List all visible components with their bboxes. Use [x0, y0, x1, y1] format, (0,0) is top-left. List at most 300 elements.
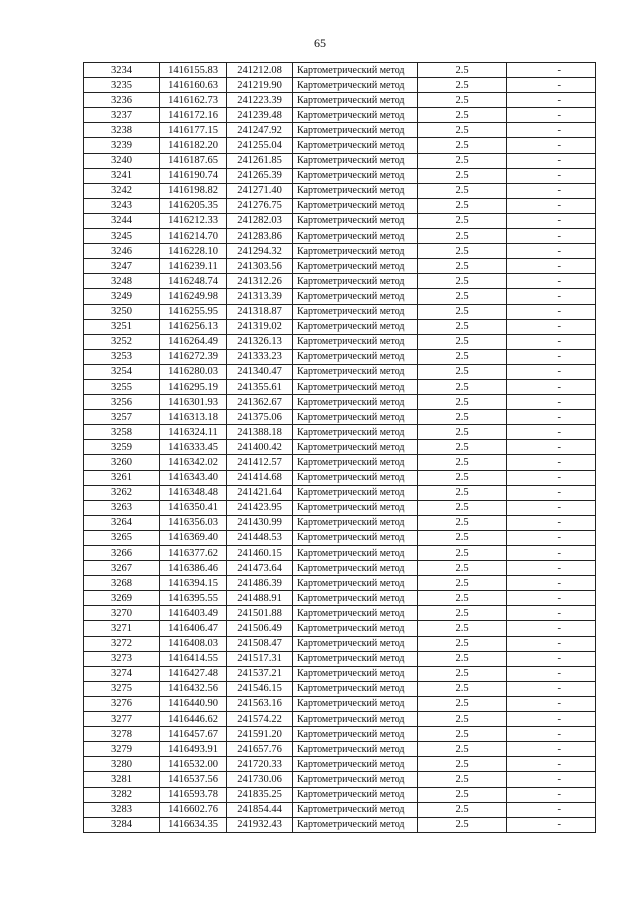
- table-row: [84, 440, 596, 455]
- coordinate-y-cell: 241546.15: [227, 681, 293, 696]
- point-number-cell: 3270: [84, 606, 160, 621]
- coordinate-y-cell: 241333.23: [227, 349, 293, 364]
- method-cell: Картометрический метод: [293, 772, 418, 787]
- accuracy-cell: 2.5: [418, 772, 507, 787]
- description-cell: -: [507, 727, 596, 742]
- accuracy-cell: 2.5: [418, 500, 507, 515]
- description-cell: -: [507, 183, 596, 198]
- method-cell: Картометрический метод: [293, 138, 418, 153]
- accuracy-cell: 2.5: [418, 817, 507, 832]
- description-cell: -: [507, 440, 596, 455]
- method-cell: Картометрический метод: [293, 561, 418, 576]
- method-cell: Картометрический метод: [293, 546, 418, 561]
- description-cell: -: [507, 696, 596, 711]
- coordinate-y-cell: 241247.92: [227, 123, 293, 138]
- accuracy-cell: 2.5: [418, 78, 507, 93]
- point-number-cell: 3275: [84, 681, 160, 696]
- method-cell: Картометрический метод: [293, 108, 418, 123]
- accuracy-cell: 2.5: [418, 591, 507, 606]
- description-cell: -: [507, 787, 596, 802]
- point-number-cell: 3279: [84, 742, 160, 757]
- description-cell: -: [507, 636, 596, 651]
- table-row: [84, 334, 596, 349]
- accuracy-cell: 2.5: [418, 213, 507, 228]
- coordinate-y-cell: 241318.87: [227, 304, 293, 319]
- description-cell: -: [507, 561, 596, 576]
- coordinate-x-cell: 1416386.46: [160, 561, 227, 576]
- accuracy-cell: 2.5: [418, 470, 507, 485]
- page-number: 65: [314, 36, 326, 50]
- table-row: [84, 530, 596, 545]
- coordinate-y-cell: 241412.57: [227, 455, 293, 470]
- description-cell: -: [507, 802, 596, 817]
- point-number-cell: 3283: [84, 802, 160, 817]
- description-cell: -: [507, 606, 596, 621]
- point-number-cell: 3280: [84, 757, 160, 772]
- method-cell: Картометрический метод: [293, 425, 418, 440]
- coordinate-x-cell: 1416446.62: [160, 712, 227, 727]
- coordinate-x-cell: 1416493.91: [160, 742, 227, 757]
- coordinate-y-cell: 241506.49: [227, 621, 293, 636]
- method-cell: Картометрический метод: [293, 410, 418, 425]
- accuracy-cell: 2.5: [418, 259, 507, 274]
- description-cell: -: [507, 289, 596, 304]
- point-number-cell: 3235: [84, 78, 160, 93]
- method-cell: Картометрический метод: [293, 168, 418, 183]
- method-cell: Картометрический метод: [293, 274, 418, 289]
- method-cell: Картометрический метод: [293, 440, 418, 455]
- method-cell: Картометрический метод: [293, 515, 418, 530]
- coordinate-x-cell: 1416272.39: [160, 349, 227, 364]
- coordinate-x-cell: 1416427.48: [160, 666, 227, 681]
- coordinate-x-cell: 1416214.70: [160, 229, 227, 244]
- coordinate-y-cell: 241932.43: [227, 817, 293, 832]
- accuracy-cell: 2.5: [418, 530, 507, 545]
- coordinate-y-cell: 241730.06: [227, 772, 293, 787]
- method-cell: Картометрический метод: [293, 395, 418, 410]
- table-row: [84, 485, 596, 500]
- accuracy-cell: 2.5: [418, 410, 507, 425]
- point-number-cell: 3278: [84, 727, 160, 742]
- table-row: [84, 93, 596, 108]
- accuracy-cell: 2.5: [418, 319, 507, 334]
- method-cell: Картометрический метод: [293, 666, 418, 681]
- coordinate-x-cell: 1416369.40: [160, 530, 227, 545]
- coordinate-x-cell: 1416160.63: [160, 78, 227, 93]
- accuracy-cell: 2.5: [418, 168, 507, 183]
- table-row: [84, 546, 596, 561]
- point-number-cell: 3271: [84, 621, 160, 636]
- method-cell: Картометрический метод: [293, 244, 418, 259]
- point-number-cell: 3265: [84, 530, 160, 545]
- method-cell: Картометрический метод: [293, 817, 418, 832]
- coordinate-x-cell: 1416295.19: [160, 379, 227, 394]
- accuracy-cell: 2.5: [418, 138, 507, 153]
- coordinate-x-cell: 1416212.33: [160, 213, 227, 228]
- description-cell: -: [507, 712, 596, 727]
- point-number-cell: 3240: [84, 153, 160, 168]
- table-row: [84, 666, 596, 681]
- coordinate-x-cell: 1416239.11: [160, 259, 227, 274]
- method-cell: Картометрический метод: [293, 485, 418, 500]
- accuracy-cell: 2.5: [418, 153, 507, 168]
- table-row: [84, 304, 596, 319]
- coordinate-x-cell: 1416256.13: [160, 319, 227, 334]
- accuracy-cell: 2.5: [418, 621, 507, 636]
- coordinate-y-cell: 241591.20: [227, 727, 293, 742]
- coordinate-y-cell: 241326.13: [227, 334, 293, 349]
- point-number-cell: 3266: [84, 546, 160, 561]
- table-row: [84, 319, 596, 334]
- method-cell: Картометрический метод: [293, 213, 418, 228]
- accuracy-cell: 2.5: [418, 515, 507, 530]
- table-row: [84, 395, 596, 410]
- method-cell: Картометрический метод: [293, 591, 418, 606]
- coordinate-x-cell: 1416342.02: [160, 455, 227, 470]
- accuracy-cell: 2.5: [418, 455, 507, 470]
- accuracy-cell: 2.5: [418, 93, 507, 108]
- method-cell: Картометрический метод: [293, 455, 418, 470]
- coordinate-x-cell: 1416432.56: [160, 681, 227, 696]
- method-cell: Картометрический метод: [293, 304, 418, 319]
- method-cell: Картометрический метод: [293, 621, 418, 636]
- coordinate-y-cell: 241388.18: [227, 425, 293, 440]
- coordinate-x-cell: 1416187.65: [160, 153, 227, 168]
- coordinate-y-cell: 241282.03: [227, 213, 293, 228]
- description-cell: -: [507, 500, 596, 515]
- description-cell: -: [507, 319, 596, 334]
- method-cell: Картометрический метод: [293, 681, 418, 696]
- method-cell: Картометрический метод: [293, 334, 418, 349]
- coordinate-x-cell: 1416593.78: [160, 787, 227, 802]
- description-cell: -: [507, 666, 596, 681]
- coordinates-table: [83, 62, 596, 833]
- table-row: [84, 576, 596, 591]
- description-cell: -: [507, 546, 596, 561]
- coordinate-x-cell: 1416280.03: [160, 364, 227, 379]
- table-row: [84, 379, 596, 394]
- table-row: [84, 198, 596, 213]
- method-cell: Картометрический метод: [293, 289, 418, 304]
- description-cell: -: [507, 93, 596, 108]
- coordinate-y-cell: 241508.47: [227, 636, 293, 651]
- coordinate-y-cell: 241276.75: [227, 198, 293, 213]
- accuracy-cell: 2.5: [418, 742, 507, 757]
- coordinate-y-cell: 241219.90: [227, 78, 293, 93]
- description-cell: -: [507, 515, 596, 530]
- point-number-cell: 3284: [84, 817, 160, 832]
- table-row: [84, 410, 596, 425]
- table-row: [84, 470, 596, 485]
- coordinate-x-cell: 1416403.49: [160, 606, 227, 621]
- point-number-cell: 3252: [84, 334, 160, 349]
- description-cell: -: [507, 485, 596, 500]
- table-row: [84, 425, 596, 440]
- table-row: [84, 63, 596, 78]
- coordinate-y-cell: 241303.56: [227, 259, 293, 274]
- method-cell: Картометрический метод: [293, 651, 418, 666]
- description-cell: -: [507, 229, 596, 244]
- table-row: [84, 742, 596, 757]
- coordinate-x-cell: 1416350.41: [160, 500, 227, 515]
- point-number-cell: 3243: [84, 198, 160, 213]
- description-cell: -: [507, 772, 596, 787]
- point-number-cell: 3246: [84, 244, 160, 259]
- point-number-cell: 3248: [84, 274, 160, 289]
- method-cell: Картометрический метод: [293, 93, 418, 108]
- accuracy-cell: 2.5: [418, 108, 507, 123]
- point-number-cell: 3263: [84, 500, 160, 515]
- accuracy-cell: 2.5: [418, 395, 507, 410]
- coordinate-x-cell: 1416377.62: [160, 546, 227, 561]
- table-row: [84, 244, 596, 259]
- method-cell: Картометрический метод: [293, 63, 418, 78]
- coordinate-x-cell: 1416406.47: [160, 621, 227, 636]
- description-cell: -: [507, 364, 596, 379]
- table-row: [84, 591, 596, 606]
- point-number-cell: 3250: [84, 304, 160, 319]
- accuracy-cell: 2.5: [418, 546, 507, 561]
- description-cell: -: [507, 576, 596, 591]
- coordinate-x-cell: 1416264.49: [160, 334, 227, 349]
- method-cell: Картометрический метод: [293, 319, 418, 334]
- description-cell: -: [507, 379, 596, 394]
- coordinate-y-cell: 241657.76: [227, 742, 293, 757]
- table-row: [84, 621, 596, 636]
- accuracy-cell: 2.5: [418, 304, 507, 319]
- description-cell: -: [507, 349, 596, 364]
- description-cell: -: [507, 153, 596, 168]
- point-number-cell: 3257: [84, 410, 160, 425]
- coordinate-x-cell: 1416198.82: [160, 183, 227, 198]
- point-number-cell: 3253: [84, 349, 160, 364]
- method-cell: Картометрический метод: [293, 712, 418, 727]
- accuracy-cell: 2.5: [418, 561, 507, 576]
- method-cell: Картометрический метод: [293, 470, 418, 485]
- table-row: [84, 274, 596, 289]
- coordinate-x-cell: 1416301.93: [160, 395, 227, 410]
- method-cell: Картометрический метод: [293, 757, 418, 772]
- coordinate-x-cell: 1416532.00: [160, 757, 227, 772]
- table-row: [84, 802, 596, 817]
- accuracy-cell: 2.5: [418, 696, 507, 711]
- coordinate-y-cell: 241563.16: [227, 696, 293, 711]
- coordinate-y-cell: 241313.39: [227, 289, 293, 304]
- description-cell: -: [507, 530, 596, 545]
- coordinate-x-cell: 1416155.83: [160, 63, 227, 78]
- coordinate-y-cell: 241537.21: [227, 666, 293, 681]
- table-row: [84, 772, 596, 787]
- accuracy-cell: 2.5: [418, 289, 507, 304]
- coordinate-y-cell: 241473.64: [227, 561, 293, 576]
- accuracy-cell: 2.5: [418, 183, 507, 198]
- table-row: [84, 712, 596, 727]
- point-number-cell: 3264: [84, 515, 160, 530]
- coordinate-y-cell: 241835.25: [227, 787, 293, 802]
- coordinate-x-cell: 1416414.55: [160, 651, 227, 666]
- method-cell: Картометрический метод: [293, 349, 418, 364]
- point-number-cell: 3274: [84, 666, 160, 681]
- table-row: [84, 636, 596, 651]
- point-number-cell: 3260: [84, 455, 160, 470]
- table-row: [84, 289, 596, 304]
- accuracy-cell: 2.5: [418, 666, 507, 681]
- description-cell: -: [507, 304, 596, 319]
- table-row: [84, 757, 596, 772]
- accuracy-cell: 2.5: [418, 606, 507, 621]
- accuracy-cell: 2.5: [418, 425, 507, 440]
- description-cell: -: [507, 198, 596, 213]
- description-cell: -: [507, 168, 596, 183]
- accuracy-cell: 2.5: [418, 802, 507, 817]
- coordinate-x-cell: 1416205.35: [160, 198, 227, 213]
- table-row: [84, 349, 596, 364]
- point-number-cell: 3262: [84, 485, 160, 500]
- coordinate-x-cell: 1416249.98: [160, 289, 227, 304]
- description-cell: -: [507, 425, 596, 440]
- coordinate-y-cell: 241501.88: [227, 606, 293, 621]
- table-row: [84, 606, 596, 621]
- point-number-cell: 3251: [84, 319, 160, 334]
- table-row: [84, 168, 596, 183]
- point-number-cell: 3273: [84, 651, 160, 666]
- coordinate-y-cell: 241212.08: [227, 63, 293, 78]
- accuracy-cell: 2.5: [418, 712, 507, 727]
- description-cell: -: [507, 274, 596, 289]
- table-row: [84, 455, 596, 470]
- table-row: [84, 364, 596, 379]
- table-row: [84, 696, 596, 711]
- description-cell: -: [507, 138, 596, 153]
- point-number-cell: 3276: [84, 696, 160, 711]
- table-row: [84, 138, 596, 153]
- description-cell: -: [507, 651, 596, 666]
- accuracy-cell: 2.5: [418, 349, 507, 364]
- table-row: [84, 123, 596, 138]
- coordinate-x-cell: 1416394.15: [160, 576, 227, 591]
- method-cell: Картометрический метод: [293, 379, 418, 394]
- accuracy-cell: 2.5: [418, 576, 507, 591]
- method-cell: Картометрический метод: [293, 153, 418, 168]
- coordinate-y-cell: 241355.61: [227, 379, 293, 394]
- coordinate-x-cell: 1416324.11: [160, 425, 227, 440]
- description-cell: -: [507, 78, 596, 93]
- coordinate-y-cell: 241294.32: [227, 244, 293, 259]
- accuracy-cell: 2.5: [418, 681, 507, 696]
- coordinate-y-cell: 241375.06: [227, 410, 293, 425]
- accuracy-cell: 2.5: [418, 274, 507, 289]
- coordinate-y-cell: 241400.42: [227, 440, 293, 455]
- coordinate-y-cell: 241340.47: [227, 364, 293, 379]
- coordinate-x-cell: 1416182.20: [160, 138, 227, 153]
- description-cell: -: [507, 817, 596, 832]
- coordinate-y-cell: 241517.31: [227, 651, 293, 666]
- point-number-cell: 3241: [84, 168, 160, 183]
- method-cell: Картометрический метод: [293, 696, 418, 711]
- coordinate-y-cell: 241255.04: [227, 138, 293, 153]
- point-number-cell: 3247: [84, 259, 160, 274]
- table-row: [84, 515, 596, 530]
- coordinate-y-cell: 241574.22: [227, 712, 293, 727]
- coordinate-y-cell: 241362.67: [227, 395, 293, 410]
- accuracy-cell: 2.5: [418, 787, 507, 802]
- coordinate-y-cell: 241430.99: [227, 515, 293, 530]
- point-number-cell: 3268: [84, 576, 160, 591]
- coordinate-x-cell: 1416356.03: [160, 515, 227, 530]
- point-number-cell: 3249: [84, 289, 160, 304]
- description-cell: -: [507, 742, 596, 757]
- table-row: [84, 78, 596, 93]
- table-row: [84, 727, 596, 742]
- coordinate-x-cell: 1416162.73: [160, 93, 227, 108]
- table-row: [84, 681, 596, 696]
- description-cell: -: [507, 410, 596, 425]
- accuracy-cell: 2.5: [418, 651, 507, 666]
- coordinate-x-cell: 1416190.74: [160, 168, 227, 183]
- accuracy-cell: 2.5: [418, 63, 507, 78]
- description-cell: -: [507, 470, 596, 485]
- coordinate-y-cell: 241448.53: [227, 530, 293, 545]
- point-number-cell: 3238: [84, 123, 160, 138]
- coordinate-x-cell: 1416395.55: [160, 591, 227, 606]
- coordinate-y-cell: 241720.33: [227, 757, 293, 772]
- point-number-cell: 3259: [84, 440, 160, 455]
- coordinate-y-cell: 241312.26: [227, 274, 293, 289]
- coordinate-x-cell: 1416177.15: [160, 123, 227, 138]
- table-row: [84, 561, 596, 576]
- accuracy-cell: 2.5: [418, 727, 507, 742]
- coordinate-y-cell: 241223.39: [227, 93, 293, 108]
- coordinate-y-cell: 241423.95: [227, 500, 293, 515]
- table-row: [84, 817, 596, 832]
- coordinate-y-cell: 241488.91: [227, 591, 293, 606]
- description-cell: -: [507, 757, 596, 772]
- table-row: [84, 229, 596, 244]
- description-cell: -: [507, 108, 596, 123]
- coordinate-y-cell: 241261.85: [227, 153, 293, 168]
- description-cell: -: [507, 63, 596, 78]
- coordinate-y-cell: 241460.15: [227, 546, 293, 561]
- coordinate-x-cell: 1416255.95: [160, 304, 227, 319]
- point-number-cell: 3261: [84, 470, 160, 485]
- point-number-cell: 3269: [84, 591, 160, 606]
- coordinate-x-cell: 1416348.48: [160, 485, 227, 500]
- point-number-cell: 3277: [84, 712, 160, 727]
- table-row: [84, 153, 596, 168]
- method-cell: Картометрический метод: [293, 802, 418, 817]
- method-cell: Картометрический метод: [293, 606, 418, 621]
- accuracy-cell: 2.5: [418, 636, 507, 651]
- accuracy-cell: 2.5: [418, 364, 507, 379]
- method-cell: Картометрический метод: [293, 636, 418, 651]
- description-cell: -: [507, 259, 596, 274]
- point-number-cell: 3242: [84, 183, 160, 198]
- coordinate-x-cell: 1416537.56: [160, 772, 227, 787]
- accuracy-cell: 2.5: [418, 198, 507, 213]
- coordinate-y-cell: 241421.64: [227, 485, 293, 500]
- point-number-cell: 3267: [84, 561, 160, 576]
- table-row: [84, 787, 596, 802]
- coordinate-x-cell: 1416333.45: [160, 440, 227, 455]
- accuracy-cell: 2.5: [418, 485, 507, 500]
- method-cell: Картометрический метод: [293, 183, 418, 198]
- table-row: [84, 500, 596, 515]
- method-cell: Картометрический метод: [293, 229, 418, 244]
- coordinate-x-cell: 1416440.90: [160, 696, 227, 711]
- description-cell: -: [507, 244, 596, 259]
- coordinate-y-cell: 241271.40: [227, 183, 293, 198]
- coordinate-x-cell: 1416248.74: [160, 274, 227, 289]
